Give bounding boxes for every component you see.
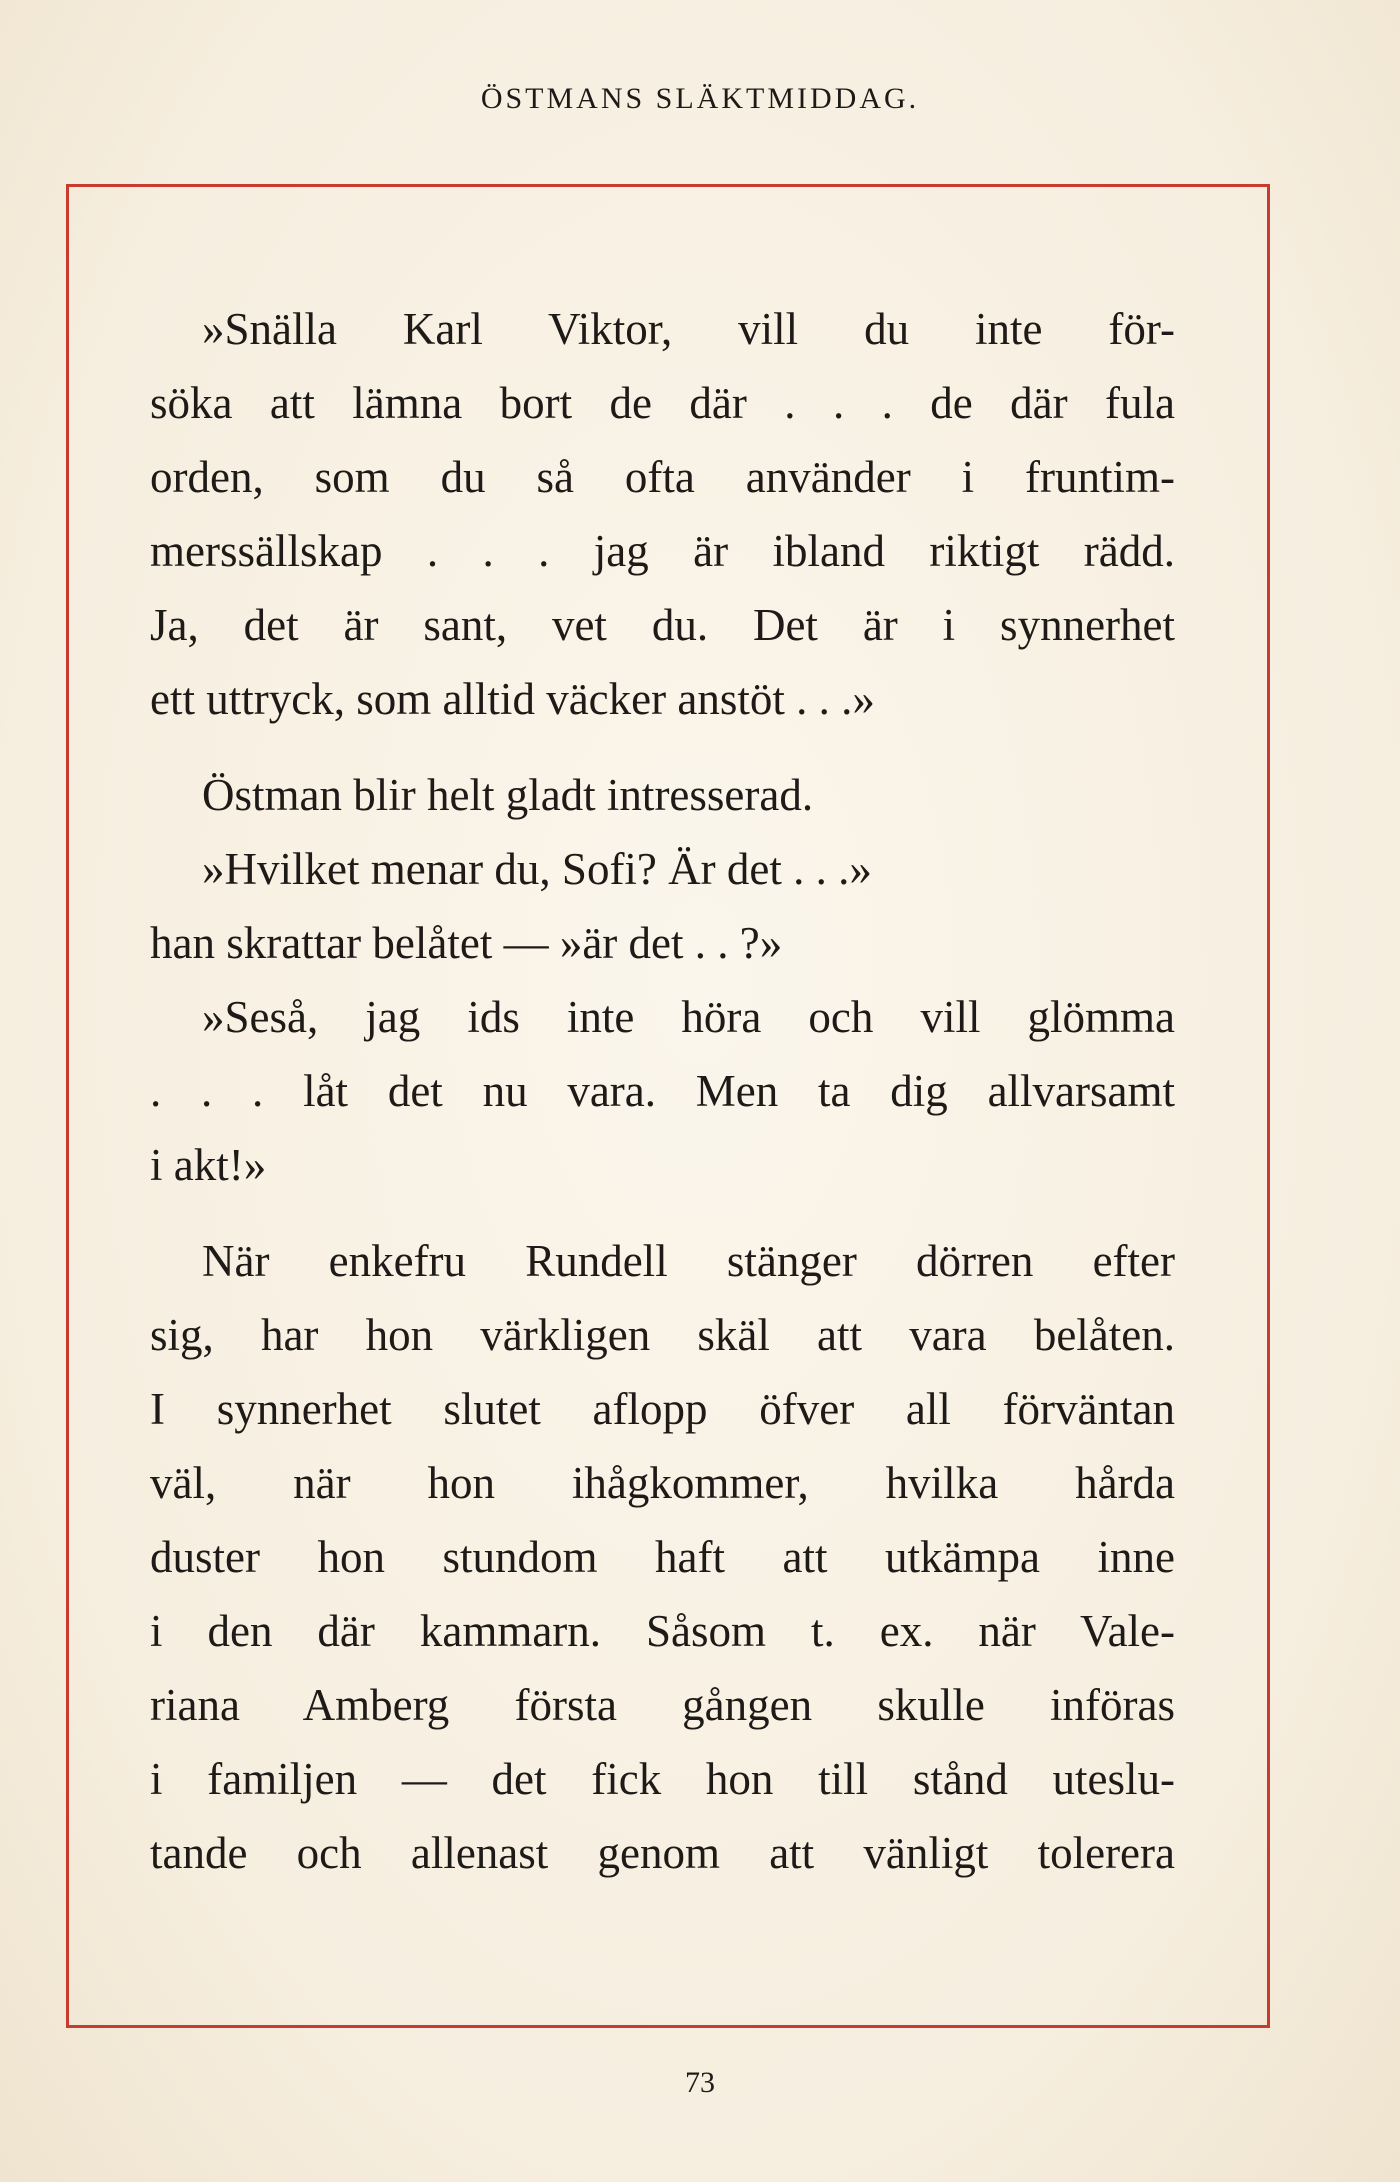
page-number: 73 bbox=[685, 2066, 715, 2099]
text-line: i akt!» bbox=[150, 1140, 267, 1190]
text-line: han skrattar belåtet — »är det . . ?» bbox=[150, 918, 783, 968]
text-line: »Hvilket menar du, Sofi? Är det . . .» bbox=[202, 844, 872, 894]
text-line: i familjen — det fick hon till stånd uteslu- bbox=[150, 1754, 1175, 1804]
text-line: »Seså, jag ids inte höra och vill glömma bbox=[202, 992, 1175, 1042]
text-line: ett uttryck, som alltid väcker anstöt . . .» bbox=[150, 674, 875, 724]
text-line: väl, när hon ihågkommer, hvilka hårda bbox=[150, 1458, 1175, 1508]
text-line: . . . låt det nu vara. Men ta dig allvarsamt bbox=[150, 1066, 1175, 1116]
text-line: Östman blir helt gladt intresserad. bbox=[202, 770, 814, 820]
text-line: »Snälla Karl Viktor, vill du inte för- bbox=[202, 304, 1175, 354]
running-title: ÖSTMANS SLÄKTMIDDAG. bbox=[480, 82, 920, 115]
text-line: tande och allenast genom att vänligt tolerera bbox=[150, 1828, 1175, 1878]
text-line: söka att lämna bort de där . . . de där fula bbox=[150, 378, 1175, 428]
text-line: Ja, det är sant, vet du. Det är i synnerhet bbox=[150, 600, 1175, 650]
text-line: När enkefru Rundell stänger dörren efter bbox=[202, 1236, 1175, 1286]
text-line: duster hon stundom haft att utkämpa inne bbox=[150, 1532, 1175, 1582]
text-line: I synnerhet slutet aflopp öfver all förväntan bbox=[150, 1384, 1175, 1434]
paragraph-gap bbox=[150, 1202, 1175, 1224]
body-text bbox=[150, 292, 1175, 1890]
text-line: i den där kammarn. Såsom t. ex. när Vale- bbox=[150, 1606, 1175, 1656]
text-line: riana Amberg första gången skulle införas bbox=[150, 1680, 1175, 1730]
text-line: orden, som du så ofta använder i fruntim- bbox=[150, 452, 1175, 502]
text-line: merssällskap . . . jag är ibland riktigt rädd. bbox=[150, 526, 1175, 576]
text-line: sig, har hon värkligen skäl att vara belåten. bbox=[150, 1310, 1175, 1360]
paragraph-gap bbox=[150, 736, 1175, 758]
